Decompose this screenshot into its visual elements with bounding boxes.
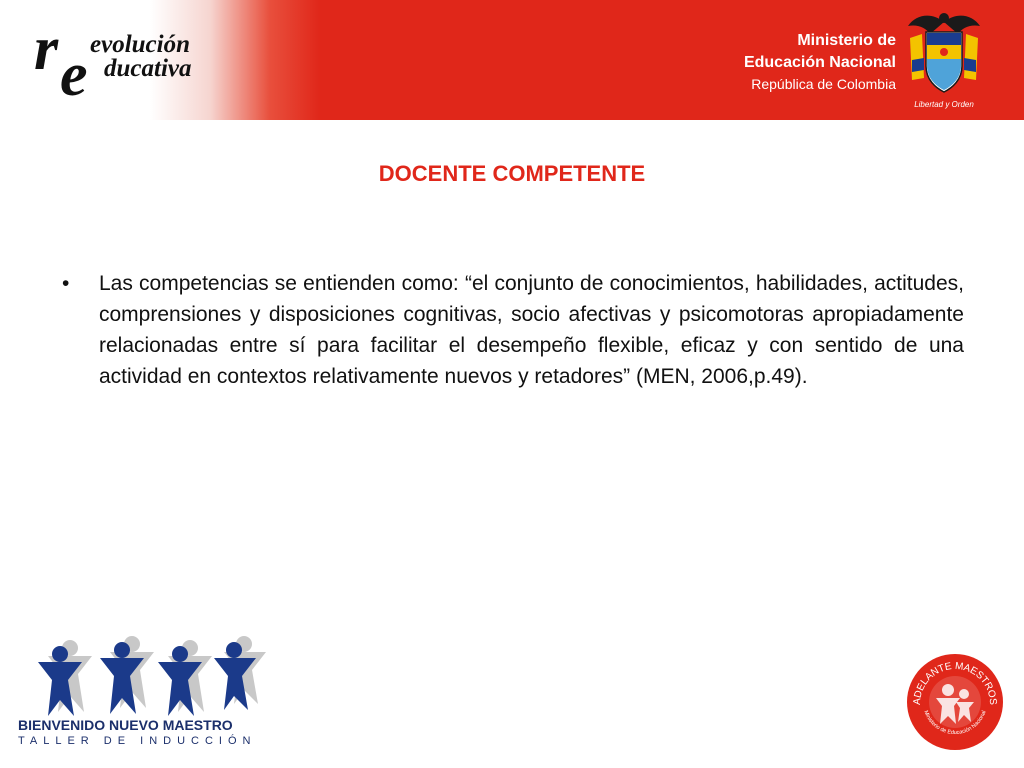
ministry-line-1: Ministerio de — [797, 32, 896, 49]
coat-of-arms-icon — [904, 8, 984, 100]
logo-line-1: evolución — [90, 31, 190, 58]
bullet-symbol: • — [62, 272, 70, 295]
logo-letter-e: e — [60, 41, 88, 109]
seal-top-text: ADELANTE MAESTROS — [911, 660, 999, 706]
ministry-name — [700, 30, 896, 94]
adelante-maestros-seal-icon — [904, 652, 1006, 752]
seal-bottom-text: Ministerio de Educación Nacional — [922, 709, 988, 737]
shield-caption: Libertad y Orden — [914, 100, 974, 109]
footer-logo-subtitle: TALLER DE INDUCCIÓN — [18, 735, 257, 747]
logo-line-2: ducativa — [104, 55, 192, 82]
bienvenido-nuevo-maestro-logo — [18, 634, 268, 754]
slide-title: DOCENTE COMPETENTE — [378, 161, 646, 186]
adelante-maestros-logo — [904, 652, 1006, 752]
logo-letter-r: r — [34, 15, 59, 83]
bullet-text: Las competencias se entienden como: “el conjunto de conocimientos, habilidades, actitudes, comprensiones y disposiciones cognitivas, socio afectivas y psicomotoras apropiadamente relacionadas entre sí para facilitar el desempeño flexible, eficaz y con sentido de una actividad en contextos relativamente nuevos y retadores” (MEN, 2006,p.49). — [99, 272, 964, 388]
colombia-coat-of-arms — [904, 8, 984, 116]
bullet-item — [62, 268, 964, 392]
ministry-line-3: República de Colombia — [751, 76, 896, 92]
footer-logo-title: BIENVENIDO NUEVO MAESTRO — [18, 717, 233, 733]
people-figures-icon — [18, 634, 268, 718]
slide-header — [0, 0, 1024, 120]
ministry-line-2: Educación Nacional — [743, 54, 896, 71]
revolucion-educativa-logo — [30, 15, 260, 109]
